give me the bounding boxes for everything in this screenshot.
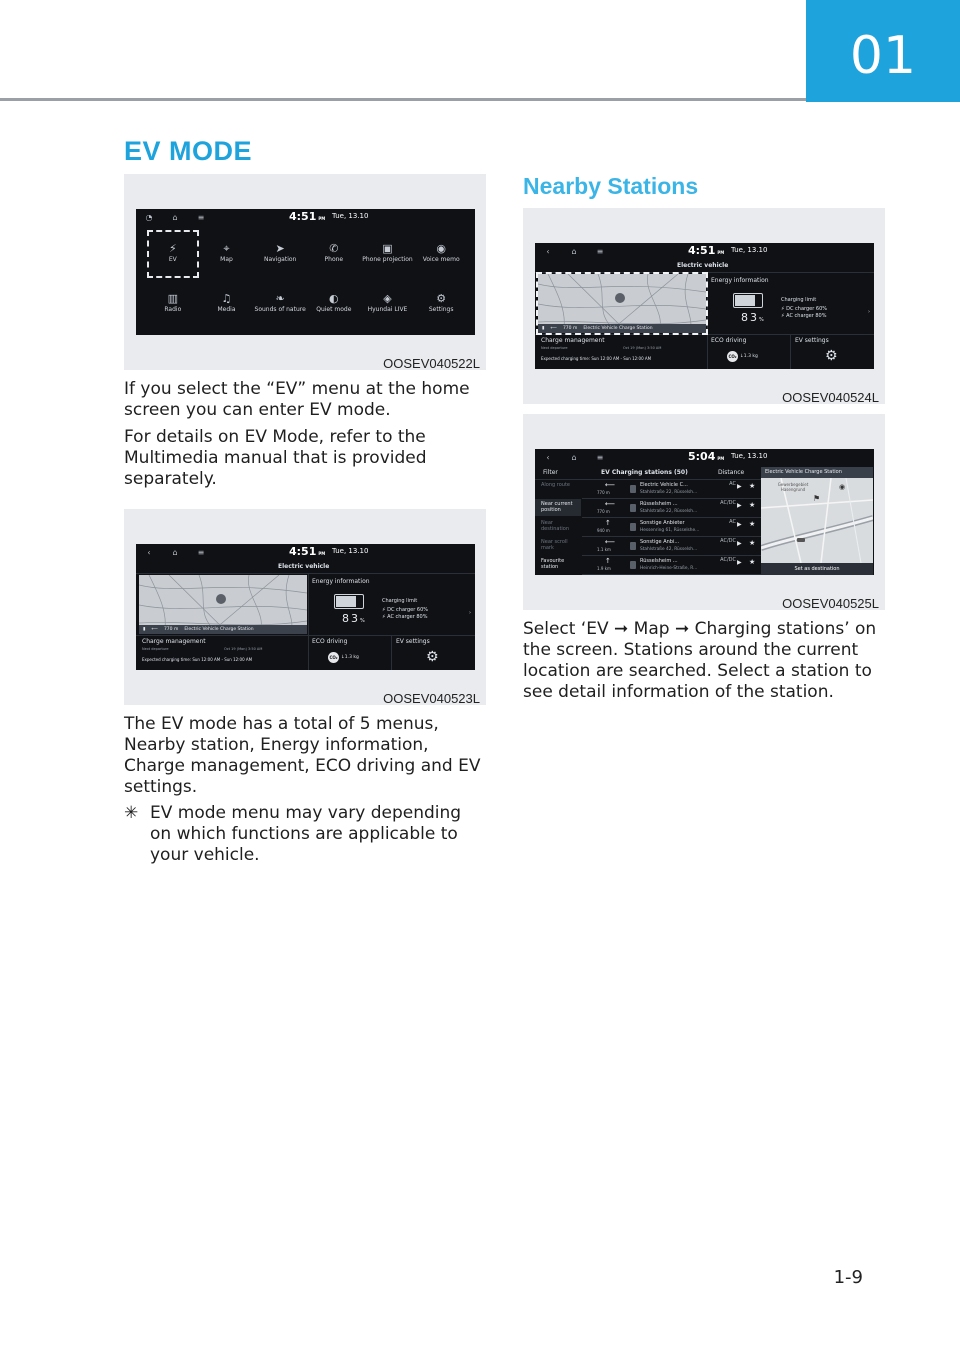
clock-time: 4:51 bbox=[688, 244, 716, 257]
station-address: Heinrich-Heine-Straße, R... bbox=[640, 566, 698, 571]
ac-charger-limit: ⚡ AC charger 80% bbox=[781, 313, 827, 319]
station-row[interactable] bbox=[582, 556, 761, 575]
figure-code: OOSEV040525L bbox=[782, 596, 879, 611]
nearby-map[interactable] bbox=[139, 575, 307, 634]
home-menu-hyundai-live[interactable] bbox=[361, 279, 415, 329]
clock-time: 4:51 bbox=[289, 210, 317, 223]
nearby-map[interactable] bbox=[538, 274, 706, 333]
screen-title: Electric vehicle bbox=[278, 563, 330, 570]
figure-code: OOSEV040523L bbox=[383, 691, 480, 706]
eco-driving-label[interactable]: ECO driving bbox=[312, 638, 348, 645]
home-menu-label: Quiet mode bbox=[316, 306, 352, 313]
dc-charger-limit: ⚡ DC charger 60% bbox=[382, 607, 428, 613]
station-address: Stahlstraße 22, Rüsselsh... bbox=[640, 490, 698, 495]
home-menu-ev[interactable] bbox=[146, 229, 200, 279]
clock-ampm: PM bbox=[318, 216, 326, 221]
divider bbox=[535, 272, 874, 273]
route-button[interactable]: ▶ bbox=[737, 521, 742, 528]
back-icon[interactable]: ‹ bbox=[546, 246, 550, 256]
divider bbox=[136, 573, 475, 574]
clock-ampm: PM bbox=[717, 456, 725, 461]
gear-icon[interactable]: ⚙ bbox=[825, 348, 838, 364]
charging-limit-label: Charging limit bbox=[382, 598, 418, 604]
media-icon: ♫ bbox=[221, 292, 232, 305]
station-distance: 770 m bbox=[562, 326, 578, 331]
clock-ampm: PM bbox=[717, 250, 725, 255]
arrow-icon: ➞ bbox=[614, 619, 629, 639]
home-menu-sounds-of-nature[interactable] bbox=[253, 279, 307, 329]
home-menu-label: Hyundai LIVE bbox=[367, 306, 408, 313]
home-menu-navigation[interactable] bbox=[253, 229, 307, 279]
route-button[interactable]: ▶ bbox=[737, 502, 742, 509]
co2-icon: CO₂ bbox=[727, 351, 738, 362]
co2-saving bbox=[727, 351, 758, 362]
energy-info-label[interactable]: Energy information bbox=[711, 277, 769, 284]
home-menu-phone[interactable] bbox=[307, 229, 361, 279]
home-menu-label: EV bbox=[168, 256, 177, 263]
home-menu-media[interactable] bbox=[200, 279, 254, 329]
station-name: Electric Vehicle C... bbox=[640, 482, 688, 488]
clock-ampm: PM bbox=[318, 551, 326, 556]
station-name: Rüsselsheim ... bbox=[640, 558, 678, 564]
favourite-star-icon[interactable]: ★ bbox=[749, 482, 756, 490]
phone-projection-icon: ▣ bbox=[382, 242, 393, 255]
station-row[interactable] bbox=[582, 480, 761, 499]
note-star-icon: ✳ bbox=[124, 803, 139, 823]
direction-arrow-icon: ⟵ bbox=[605, 538, 616, 546]
figure-ev-screen bbox=[124, 509, 486, 705]
sounds-of-nature-icon: ❧ bbox=[275, 292, 285, 305]
text-part: Select ‘EV bbox=[523, 619, 615, 639]
direction-icon: ⟵ bbox=[550, 326, 557, 331]
text-part: Charging stations’ on the screen. Stations around the current location are searched. Select a station to see detail information of the station. bbox=[523, 619, 877, 702]
station-distance: 770 m bbox=[163, 627, 179, 632]
home-icon[interactable]: ⌂ bbox=[571, 246, 577, 256]
route-button[interactable]: ▶ bbox=[737, 483, 742, 490]
expected-charging-time: Expected charging time: Sun 12:00 AM - Sun 12:00 AM bbox=[541, 356, 652, 361]
clock bbox=[289, 210, 325, 223]
departure-time: Oct 19 (Mon) 3:50 AM bbox=[224, 647, 263, 651]
clock bbox=[688, 450, 724, 463]
filter-option[interactable]: Favourite station bbox=[541, 558, 565, 570]
direction-arrow-icon: ⟵ bbox=[605, 481, 616, 489]
direction-arrow-icon: ⟵ bbox=[605, 500, 616, 508]
station-row[interactable] bbox=[582, 518, 761, 537]
user-icon[interactable]: ◔ bbox=[145, 212, 153, 222]
home-menu-label: Sounds of nature bbox=[254, 306, 306, 313]
station-address: Stahlstraße 22, Rüsselsh... bbox=[640, 509, 698, 514]
divider bbox=[391, 635, 392, 670]
station-name: Electric Vehicle Charge Station bbox=[583, 326, 653, 331]
ev-screen bbox=[535, 243, 874, 369]
route-button[interactable]: ▶ bbox=[737, 559, 742, 566]
charger-icon bbox=[630, 504, 636, 512]
station-distance: 770 m bbox=[597, 509, 610, 514]
home-menu-label: Radio bbox=[164, 306, 182, 313]
station-distance: 770 m bbox=[597, 490, 610, 495]
station-distance: 1.9 km bbox=[597, 566, 611, 571]
page-number: 1-9 bbox=[833, 1267, 863, 1288]
home-menu-label: Phone bbox=[324, 256, 344, 263]
direction-arrow-icon: ↑ bbox=[605, 557, 611, 565]
next-departure-label: Next departure bbox=[541, 346, 568, 350]
home-icon[interactable]: ⌂ bbox=[172, 212, 178, 222]
radio-icon: ▥ bbox=[167, 292, 179, 305]
sort-dropdown[interactable]: Distance bbox=[718, 469, 745, 476]
battery-value: 83 bbox=[741, 311, 759, 324]
station-name: Sonstige Anbi... bbox=[640, 539, 680, 545]
home-menu-phone-projection[interactable] bbox=[361, 229, 415, 279]
direction-icon: ⟵ bbox=[151, 627, 158, 632]
note bbox=[124, 803, 486, 866]
expected-charging-time: Expected charging time: Sun 12:00 AM - Sun 12:00 AM bbox=[142, 657, 253, 662]
chevron-right-icon[interactable]: › bbox=[868, 309, 870, 315]
date: Tue, 13.10 bbox=[731, 246, 768, 254]
map-title-bar: Electric Vehicle Charge Station bbox=[761, 467, 873, 478]
text-part: Map bbox=[628, 619, 675, 639]
list-title: EV Charging stations (50) bbox=[601, 469, 688, 476]
co2-icon: CO₂ bbox=[328, 652, 339, 663]
charger-type: AC bbox=[729, 519, 736, 525]
divider bbox=[707, 272, 708, 369]
header-rule bbox=[0, 98, 806, 101]
home-icon[interactable]: ⌂ bbox=[571, 452, 577, 462]
ac-charger-limit: ⚡ AC charger 80% bbox=[382, 614, 428, 620]
current-location-icon: ◉ bbox=[839, 483, 846, 491]
station-row[interactable] bbox=[582, 537, 761, 556]
home-menu-map[interactable] bbox=[200, 229, 254, 279]
hyundai-live-icon: ◈ bbox=[383, 292, 392, 305]
home-menu-quiet-mode[interactable] bbox=[307, 279, 361, 329]
menu-icon[interactable]: ≡ bbox=[197, 547, 205, 557]
filter-option[interactable]: Near scroll mark bbox=[541, 539, 568, 551]
battery-percent bbox=[741, 311, 764, 324]
ev-plug-icon: ⚡ bbox=[168, 242, 177, 255]
departure-time: Oct 19 (Mon) 3:50 AM bbox=[623, 346, 662, 350]
home-icon[interactable]: ⌂ bbox=[172, 547, 178, 557]
date: Tue, 13.10 bbox=[332, 547, 369, 555]
voice-memo-icon: ◉ bbox=[436, 242, 446, 255]
settings-icon: ⚙ bbox=[436, 292, 447, 305]
subsection-title: Nearby Stations bbox=[523, 173, 699, 199]
clock-time: 5:04 bbox=[688, 450, 716, 463]
clock-time: 4:51 bbox=[289, 545, 317, 558]
filter-option[interactable]: Near destination bbox=[541, 520, 570, 532]
charger-icon bbox=[630, 485, 636, 493]
divider bbox=[136, 635, 475, 636]
battery-value: 83 bbox=[342, 612, 360, 625]
clock bbox=[289, 545, 325, 558]
home-menu-settings[interactable] bbox=[414, 279, 468, 329]
next-departure-label: Next departure bbox=[142, 647, 169, 651]
charge-management-label[interactable]: Charge management bbox=[142, 638, 206, 645]
paragraph-intro: If you select the “EV” menu at the home screen you can enter EV mode. bbox=[124, 379, 470, 420]
station-name: Rüsselsheim ... bbox=[640, 501, 678, 507]
clock bbox=[688, 244, 724, 257]
battery-icon bbox=[733, 293, 763, 308]
dc-charger-limit: ⚡ DC charger 60% bbox=[781, 306, 827, 312]
battery-unit: % bbox=[759, 317, 764, 323]
charger-icon: ▮ bbox=[542, 326, 545, 331]
favourite-star-icon[interactable]: ★ bbox=[749, 558, 756, 566]
co2-value: ↓1.3 kg bbox=[341, 655, 359, 660]
nearby-station-bar[interactable] bbox=[139, 625, 307, 634]
charge-management-label[interactable]: Charge management bbox=[541, 337, 605, 344]
charger-icon bbox=[630, 542, 636, 550]
navigation-icon: ➤ bbox=[275, 242, 285, 255]
filter-option[interactable]: Along route bbox=[541, 482, 571, 488]
station-name: Sonstige Anbieter bbox=[640, 520, 685, 526]
charging-stations-screen bbox=[535, 449, 874, 575]
home-menu-voice-memo[interactable] bbox=[414, 229, 468, 279]
eco-driving-label[interactable]: ECO driving bbox=[711, 337, 747, 344]
map-place-label: Gewerbegebiet Hasengrund bbox=[777, 482, 809, 492]
section-title: EV MODE bbox=[124, 136, 253, 166]
date: Tue, 13.10 bbox=[731, 452, 768, 460]
home-screen bbox=[136, 209, 475, 335]
note-text: EV mode menu may vary depending on which functions are applicable to your vehicle. bbox=[150, 803, 462, 865]
home-menu-radio[interactable] bbox=[146, 279, 200, 329]
ac-text: AC charger 80% bbox=[387, 614, 428, 620]
charger-type: AC/DC bbox=[720, 500, 736, 506]
charger-type: AC/DC bbox=[720, 557, 736, 563]
chapter-tab: 01 bbox=[806, 0, 960, 102]
charging-limit-label: Charging limit bbox=[781, 297, 817, 303]
back-icon[interactable]: ‹ bbox=[147, 547, 151, 557]
quiet-mode-icon: ◐ bbox=[329, 292, 339, 305]
charger-type: AC/DC bbox=[720, 538, 736, 544]
station-pin-icon: ⚑ bbox=[813, 494, 821, 503]
co2-value: ↓1.3 kg bbox=[740, 354, 758, 359]
figure-nearby-ev-screen bbox=[523, 208, 885, 404]
home-menu-label: Voice memo bbox=[422, 256, 460, 263]
figure-charging-stations bbox=[523, 414, 885, 610]
station-address: Stahlstraße 42, Rüsselsh... bbox=[640, 547, 698, 552]
charger-type: AC bbox=[729, 481, 736, 487]
home-menu-grid bbox=[146, 229, 468, 329]
menu-icon[interactable]: ≡ bbox=[596, 246, 604, 256]
arrow-icon: ➞ bbox=[674, 619, 690, 639]
battery-icon bbox=[334, 594, 364, 609]
home-menu-label: Settings bbox=[428, 306, 454, 313]
station-name: Electric Vehicle Charge Station bbox=[184, 627, 254, 632]
favourite-star-icon[interactable]: ★ bbox=[749, 501, 756, 509]
charger-icon: ▮ bbox=[143, 627, 146, 632]
paragraph-nearby bbox=[523, 619, 887, 703]
co2-saving bbox=[328, 652, 359, 663]
phone-icon: ✆ bbox=[329, 242, 339, 255]
direction-arrow-icon: ↑ bbox=[605, 519, 611, 527]
station-address: Hessenring 61, Rüsselshe... bbox=[640, 528, 700, 533]
station-map[interactable] bbox=[761, 478, 873, 563]
back-icon[interactable]: ‹ bbox=[546, 452, 550, 462]
charger-icon bbox=[630, 561, 636, 569]
figure-code: OOSEV040522L bbox=[383, 356, 480, 371]
figure-home-screen bbox=[124, 174, 486, 370]
figure-code: OOSEV040524L bbox=[782, 390, 879, 405]
date: Tue, 13.10 bbox=[332, 212, 369, 220]
ac-text: AC charger 80% bbox=[786, 313, 827, 319]
menu-icon[interactable]: ≡ bbox=[197, 212, 205, 222]
screen-title: Electric vehicle bbox=[677, 262, 729, 269]
divider bbox=[308, 573, 309, 670]
favourite-star-icon[interactable]: ★ bbox=[749, 539, 756, 547]
menu-icon[interactable]: ≡ bbox=[596, 452, 604, 462]
filter-label[interactable]: Filter bbox=[543, 469, 558, 476]
divider bbox=[535, 334, 874, 335]
station-row[interactable] bbox=[582, 499, 761, 518]
home-menu-label: Media bbox=[217, 306, 236, 313]
home-menu-label: Map bbox=[220, 256, 233, 263]
energy-info-label[interactable]: Energy information bbox=[312, 578, 370, 585]
favourite-star-icon[interactable]: ★ bbox=[749, 520, 756, 528]
route-button[interactable]: ▶ bbox=[737, 540, 742, 547]
battery-percent bbox=[342, 612, 365, 625]
dc-text: DC charger 60% bbox=[786, 306, 827, 312]
filter-option[interactable]: Near current position bbox=[535, 499, 581, 516]
chevron-right-icon[interactable]: › bbox=[469, 610, 471, 616]
gear-icon[interactable]: ⚙ bbox=[426, 649, 439, 665]
home-menu-label: Phone projection bbox=[362, 256, 413, 263]
battery-unit: % bbox=[360, 618, 365, 624]
charger-icon bbox=[630, 523, 636, 531]
divider bbox=[790, 334, 791, 369]
ev-screen bbox=[136, 544, 475, 670]
station-distance: 1.1 km bbox=[597, 547, 611, 552]
home-menu-label: Navigation bbox=[263, 256, 297, 263]
set-destination-button[interactable]: Set as destination bbox=[761, 563, 873, 575]
paragraph-menus: The EV mode has a total of 5 menus, Nearby station, Energy information, Charge management, ECO driving and EV settings. bbox=[124, 714, 481, 797]
paragraph-details: For details on EV Mode, refer to the Multimedia manual that is provided separately. bbox=[124, 427, 427, 489]
dc-text: DC charger 60% bbox=[387, 607, 428, 613]
nearby-station-bar[interactable] bbox=[538, 324, 706, 333]
ev-settings-label[interactable]: EV settings bbox=[396, 638, 430, 645]
map-pin-icon: ⌖ bbox=[223, 242, 230, 255]
ev-settings-label[interactable]: EV settings bbox=[795, 337, 829, 344]
station-distance: 940 m bbox=[597, 528, 610, 533]
